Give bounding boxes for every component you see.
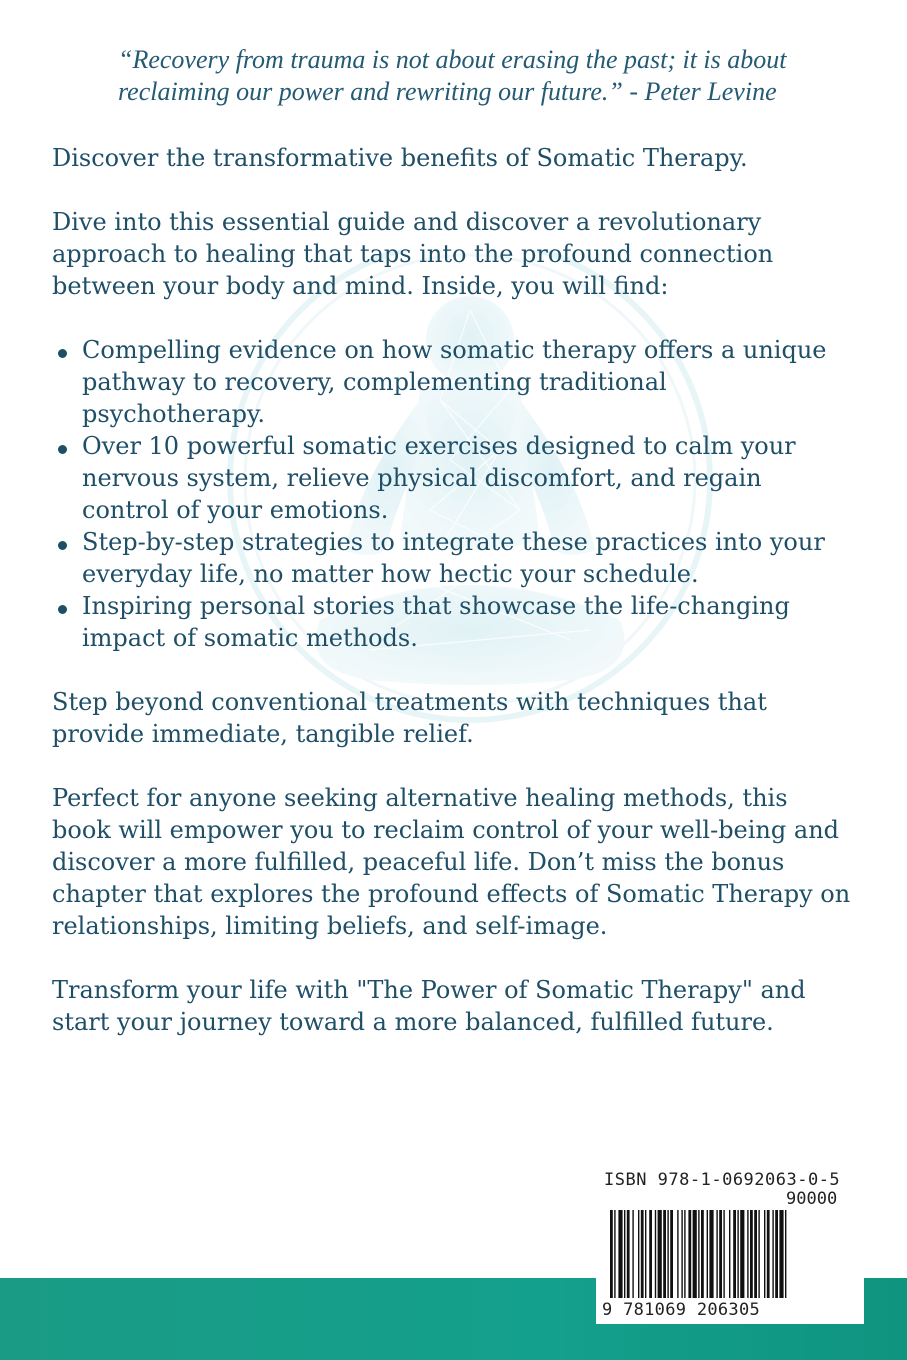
intro-paragraph: Discover the transformative benefits of Somatic Therapy. <box>52 144 748 172</box>
list-item-line: pathway to recovery, complementing traditional <box>82 368 667 396</box>
barcode-bar <box>693 1210 697 1298</box>
barcode-bar <box>707 1210 708 1298</box>
transform-line-2: start your journey toward a more balanced, fulfilled future. <box>52 1008 774 1036</box>
barcode-bar <box>624 1210 625 1298</box>
barcode-bar <box>747 1210 748 1298</box>
barcode-bar <box>767 1210 770 1298</box>
step-beyond-line-1: Step beyond conventional treatments with techniques that <box>52 688 767 716</box>
barcode-bar <box>645 1210 646 1298</box>
barcode-bar <box>618 1210 622 1298</box>
barcode-bar <box>750 1210 753 1298</box>
barcode-bar <box>655 1210 656 1298</box>
dive-paragraph <box>52 206 872 302</box>
dive-line-2: approach to healing that taps into the profound connection <box>52 240 774 268</box>
barcode-bar <box>681 1210 682 1298</box>
barcode-bar <box>610 1210 613 1298</box>
list-item-line: Compelling evidence on how somatic therapy offers a unique <box>82 336 827 364</box>
ean-label: 9 781069 206305 <box>602 1300 761 1320</box>
barcode-bar <box>772 1210 773 1298</box>
barcode-bar <box>684 1210 685 1298</box>
barcode-bar <box>737 1210 738 1298</box>
barcode-bar <box>729 1210 730 1298</box>
perfect-paragraph <box>52 782 872 942</box>
barcode-bar <box>733 1210 736 1298</box>
list-item <box>58 590 858 654</box>
barcode-bar <box>649 1210 652 1298</box>
list-item <box>58 430 858 526</box>
barcode-bar <box>775 1210 778 1298</box>
list-item-line: impact of somatic methods. <box>82 624 418 652</box>
barcode-bar <box>719 1210 722 1298</box>
step-beyond-line-2: provide immediate, tangible relief. <box>52 720 474 748</box>
list-item-line: psychotherapy. <box>82 400 266 428</box>
barcode-bar <box>764 1210 765 1298</box>
barcode-bar <box>716 1210 717 1298</box>
barcode-bars <box>610 1210 856 1300</box>
list-item-line: control of your emotions. <box>82 496 389 524</box>
barcode-bar <box>614 1210 615 1298</box>
barcode-bar <box>698 1210 699 1298</box>
list-item <box>58 334 858 430</box>
list-item-line: Step-by-step strategies to integrate these practices into your <box>82 528 825 556</box>
feature-list <box>58 334 858 654</box>
transform-paragraph <box>52 974 872 1038</box>
bullet-icon <box>58 445 67 454</box>
quote-line-2: reclaiming our power and rewriting our future.” - Peter Levine <box>118 77 777 106</box>
barcode-bar <box>658 1210 662 1298</box>
price-addon-label: 90000 <box>786 1189 838 1209</box>
perfect-line-5: relationships, limiting beliefs, and self-image. <box>52 912 608 940</box>
barcode-bar <box>701 1210 704 1298</box>
barcode-bar <box>779 1210 783 1298</box>
quote <box>118 44 838 108</box>
list-item <box>58 526 858 590</box>
transform-line-1: Transform your life with "The Power of Somatic Therapy" and <box>52 976 806 1004</box>
quote-line-1: “Recovery from trauma is not about erasing the past; it is about <box>118 45 787 74</box>
barcode-bar <box>670 1210 673 1298</box>
bullet-icon <box>58 349 67 358</box>
barcode-bar <box>754 1210 757 1298</box>
perfect-line-3: discover a more fulfilled, peaceful life. Don’t miss the bonus <box>52 848 785 876</box>
barcode-bar <box>638 1210 639 1298</box>
barcode-bar <box>758 1210 759 1298</box>
list-item-line: nervous system, relieve physical discomfort, and regain <box>82 464 762 492</box>
barcode-bar <box>632 1210 633 1298</box>
list-item-line: Inspiring personal stories that showcase the life-changing <box>82 592 790 620</box>
barcode-bar <box>709 1210 713 1298</box>
perfect-line-1: Perfect for anyone seeking alternative healing methods, this <box>52 784 788 812</box>
bullet-icon <box>58 605 67 614</box>
perfect-line-4: chapter that explores the profound effects of Somatic Therapy on <box>52 880 851 908</box>
barcode-bar <box>740 1210 744 1298</box>
barcode-bar <box>663 1210 666 1298</box>
barcode-bar <box>641 1210 644 1298</box>
list-item-line: Over 10 powerful somatic exercises designed to calm your <box>82 432 796 460</box>
barcode-bar <box>627 1210 630 1298</box>
perfect-line-2: book will empower you to reclaim control of your well-being and <box>52 816 840 844</box>
bullet-icon <box>58 541 67 550</box>
barcode-bar <box>677 1210 678 1298</box>
barcode-bar <box>688 1210 691 1298</box>
barcode-bar <box>785 1210 786 1298</box>
barcode <box>596 1164 864 1324</box>
dive-line-1: Dive into this essential guide and discover a revolutionary <box>52 208 762 236</box>
barcode-bar <box>667 1210 668 1298</box>
dive-line-3: between your body and mind. Inside, you will find: <box>52 272 669 300</box>
list-item-line: everyday life, no matter how hectic your schedule. <box>82 560 699 588</box>
isbn-label: ISBN 978-1-0692063-0-5 <box>604 1170 841 1190</box>
step-beyond-paragraph <box>52 686 872 750</box>
barcode-bar <box>723 1210 724 1298</box>
